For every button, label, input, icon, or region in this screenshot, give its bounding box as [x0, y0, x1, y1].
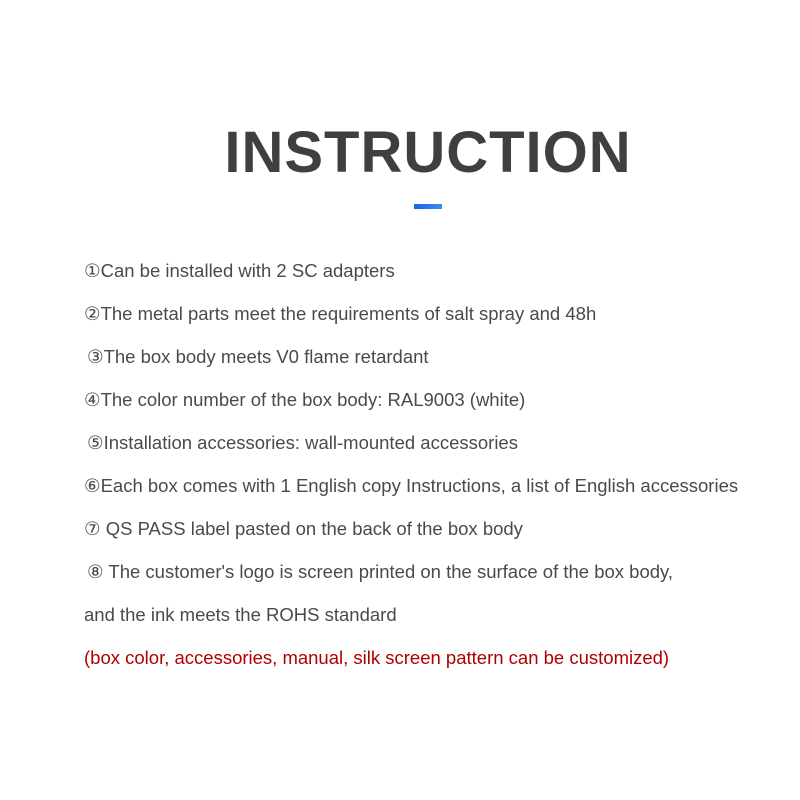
list-item: ①Can be installed with 2 SC adapters	[84, 260, 395, 281]
list-item: ⑧ The customer's logo is screen printed on the surface of the box body,	[87, 561, 674, 582]
list-item: ⑤Installation accessories: wall-mounted accessories	[87, 432, 518, 453]
list-item: and the ink meets the ROHS standard	[84, 604, 397, 625]
list-item: ⑦ QS PASS label pasted on the back of the box body	[84, 518, 523, 539]
title-underline	[414, 204, 442, 209]
page-title: INSTRUCTION	[224, 120, 632, 185]
list-item: ②The metal parts meet the requirements of salt spray and 48h	[84, 303, 597, 324]
instruction-list	[84, 254, 784, 684]
customization-note: (box color, accessories, manual, silk screen pattern can be customized)	[84, 647, 670, 668]
list-item: ⑥Each box comes with 1 English copy Instructions, a list of English accessories	[84, 475, 739, 496]
list-item: ④The color number of the box body: RAL9003 (white)	[84, 389, 526, 410]
list-item: ③The box body meets V0 flame retardant	[87, 346, 429, 367]
